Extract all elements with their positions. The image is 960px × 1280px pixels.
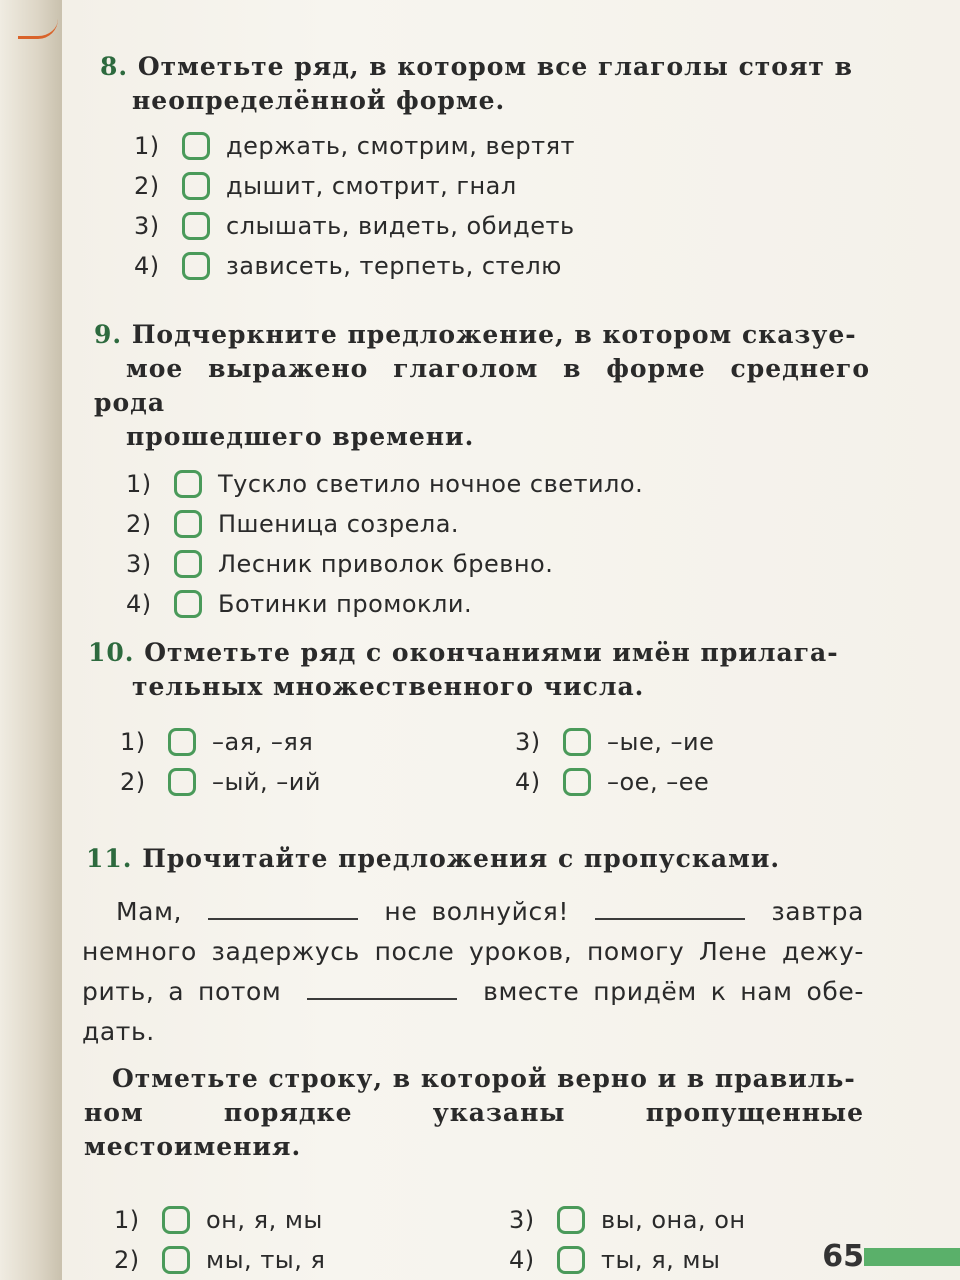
task-8-question-line2: неопределённой форме.: [132, 86, 506, 115]
edge-decoration: [18, 18, 58, 39]
paragraph-text-3: завтра немного задержусь после уроков, помогу Лене дежу-рить, а потом: [82, 897, 865, 1006]
checkbox[interactable]: [174, 590, 202, 618]
task-10-question-line1: Отметьте ряд с окончаниями имён прилага-: [144, 638, 839, 667]
option-text: дышит, смотрит, гнал: [226, 172, 517, 200]
checkbox[interactable]: [182, 132, 210, 160]
option-number: 2): [114, 1246, 140, 1274]
task-10: [88, 636, 870, 802]
option-number: 3): [509, 1206, 535, 1234]
task-9-question-line3: прошедшего времени.: [126, 422, 475, 451]
option-text: –ая, –яя: [212, 728, 314, 756]
task-9-question-line2: мое выражено глаголом в форме среднего рода: [94, 354, 870, 417]
option-text: –ые, –ие: [607, 728, 715, 756]
task-10-question: [88, 636, 870, 704]
option-number: 4): [134, 252, 160, 280]
task-11-options: [114, 1200, 864, 1280]
task-11-question-text: Прочитайте предложения с пропусками.: [142, 844, 781, 873]
checkbox[interactable]: [557, 1246, 585, 1274]
option-text: зависеть, терпеть, стелю: [226, 252, 562, 280]
option-text: Тускло светило ночное светило.: [218, 470, 644, 498]
option-number: 2): [120, 768, 146, 796]
task-8-options: [134, 126, 870, 286]
checkbox[interactable]: [557, 1206, 585, 1234]
checkbox[interactable]: [182, 252, 210, 280]
page-edge: [0, 0, 62, 1280]
checkbox[interactable]: [162, 1206, 190, 1234]
task-11-question: [86, 842, 870, 876]
task-10-question-line2: тельных множественного числа.: [132, 672, 645, 701]
task-9-option-2[interactable]: [126, 504, 870, 544]
option-number: 1): [134, 132, 160, 160]
option-number: 1): [120, 728, 146, 756]
task-10-option-2[interactable]: [120, 762, 515, 802]
checkbox[interactable]: [174, 550, 202, 578]
task-9: [94, 318, 870, 624]
option-number: 4): [509, 1246, 535, 1274]
task-9-option-1[interactable]: [126, 464, 870, 504]
task-9-options: [126, 464, 870, 624]
task-11-instruction: [84, 1062, 864, 1280]
checkbox[interactable]: [174, 510, 202, 538]
page-footer-bar: [864, 1248, 960, 1266]
task-11-number: 11.: [86, 844, 133, 873]
task-11-option-3[interactable]: [509, 1200, 809, 1240]
page-number: 65: [822, 1239, 864, 1274]
option-number: 3): [134, 212, 160, 240]
paragraph-text-1: Мам,: [116, 897, 183, 926]
task-11: [86, 842, 870, 876]
option-text: слышать, видеть, обидеть: [226, 212, 575, 240]
paragraph-text-2: не волнуйся!: [384, 897, 570, 926]
checkbox[interactable]: [168, 768, 196, 796]
task-9-option-3[interactable]: [126, 544, 870, 584]
option-number: 1): [114, 1206, 140, 1234]
paragraph-text-4: вместе придём к нам обе-дать.: [82, 977, 865, 1046]
option-number: 2): [134, 172, 160, 200]
task-8-number: 8.: [100, 52, 129, 81]
option-text: мы, ты, я: [206, 1246, 326, 1274]
option-number: 4): [515, 768, 541, 796]
blank-1[interactable]: [208, 896, 358, 920]
task-11-option-4[interactable]: [509, 1240, 809, 1280]
checkbox[interactable]: [563, 768, 591, 796]
option-text: –ый, –ий: [212, 768, 321, 796]
option-number: 3): [515, 728, 541, 756]
blank-2[interactable]: [595, 896, 745, 920]
task-8-option-3[interactable]: [134, 206, 870, 246]
option-number: 4): [126, 590, 152, 618]
option-number: 3): [126, 550, 152, 578]
task-9-option-4[interactable]: [126, 584, 870, 624]
task-11-option-1[interactable]: [114, 1200, 509, 1240]
task-8-question-line1: Отметьте ряд, в котором все глаголы стоят в: [137, 52, 853, 81]
option-text: Пшеница созрела.: [218, 510, 460, 538]
option-text: Ботинки промокли.: [218, 590, 473, 618]
option-text: ты, я, мы: [601, 1246, 721, 1274]
task-11-paragraph: [82, 892, 864, 1052]
checkbox[interactable]: [168, 728, 196, 756]
task-8: [100, 50, 870, 286]
checkbox[interactable]: [174, 470, 202, 498]
task-10-number: 10.: [88, 638, 135, 667]
checkbox[interactable]: [182, 172, 210, 200]
task-8-option-4[interactable]: [134, 246, 870, 286]
checkbox[interactable]: [563, 728, 591, 756]
task-9-question-line1: Подчеркните предложение, в котором сказуе-: [131, 320, 857, 349]
task-10-option-3[interactable]: [515, 722, 815, 762]
checkbox[interactable]: [182, 212, 210, 240]
option-number: 2): [126, 510, 152, 538]
task-11-instruction-text: [84, 1062, 864, 1164]
task-10-option-1[interactable]: [120, 722, 515, 762]
task-8-option-1[interactable]: [134, 126, 870, 166]
option-text: держать, смотрим, вертят: [226, 132, 576, 160]
option-text: он, я, мы: [206, 1206, 323, 1234]
instruction-line2: ном порядке указаны пропущенные местоимения.: [84, 1098, 864, 1161]
task-10-option-4[interactable]: [515, 762, 815, 802]
option-number: 1): [126, 470, 152, 498]
checkbox[interactable]: [162, 1246, 190, 1274]
blank-3[interactable]: [307, 976, 457, 1000]
option-text: –ое, –ее: [607, 768, 710, 796]
option-text: вы, она, он: [601, 1206, 746, 1234]
task-8-option-2[interactable]: [134, 166, 870, 206]
task-9-question: [94, 318, 870, 454]
task-10-options: [120, 722, 870, 802]
option-text: Лесник приволок бревно.: [218, 550, 554, 578]
task-9-number: 9.: [94, 320, 123, 349]
task-11-option-2[interactable]: [114, 1240, 509, 1280]
instruction-line1: Отметьте строку, в которой верно и в правиль-: [112, 1064, 856, 1093]
task-8-question: [100, 50, 870, 118]
